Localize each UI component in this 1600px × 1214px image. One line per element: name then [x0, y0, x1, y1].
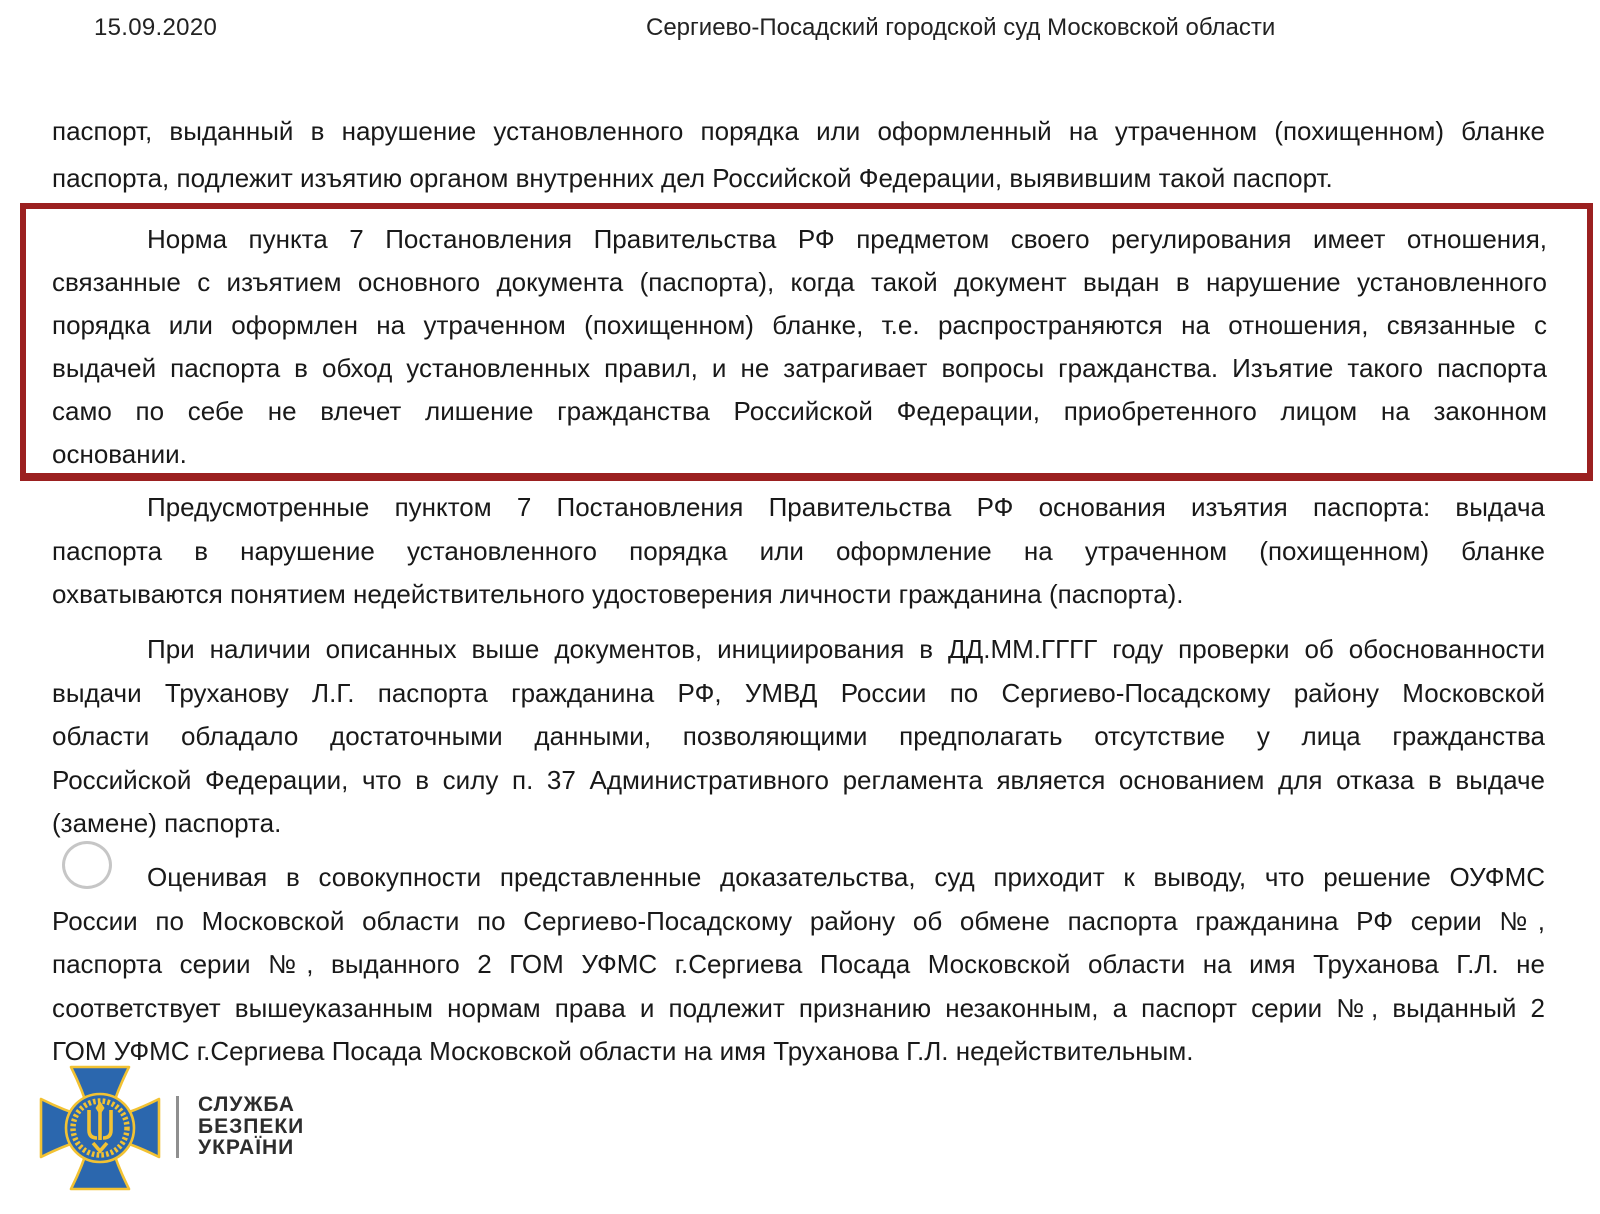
logo-text-line: БЕЗПЕКИ: [198, 1114, 305, 1138]
text-line: области обладало достаточными данными, позволяющими предполагать отсутствие у лица гражданства: [52, 721, 1545, 751]
paragraph-seizure-grounds: [52, 486, 1545, 617]
text-line: связанные с изъятием основного документа (паспорта), когда такой документ выдан в нарушение установленного: [52, 267, 1547, 297]
text-line: паспорта, подлежит изъятию органом внутренних дел Российской Федерации, выявившим такой паспорт.: [52, 163, 1333, 193]
text-line: выдачи Труханову Л.Г. паспорта гражданина РФ, УМВД России по Сергиево-Посадскому району Московской: [52, 677, 1545, 708]
text-line: само по себе не влечет лишение гражданства Российской Федерации, приобретенного лицом на законном: [52, 396, 1547, 426]
paragraph-verification: [52, 628, 1545, 846]
court-name: Сергиево-Посадский городской суд Московской области: [646, 14, 1276, 41]
text-line: Предусмотренные пунктом 7 Постановления Правительства РФ основания изъятия паспорта: выдача: [147, 492, 1545, 522]
text-line: (замене) паспорта.: [52, 808, 282, 838]
red-highlight-box: [20, 203, 1593, 481]
logo-separator: [176, 1096, 179, 1158]
document-date: 15.09.2020: [94, 14, 218, 41]
text-line: России по Московской области по Сергиево-Посадскому району об обмене паспорта гражданина РФ серии №,: [52, 905, 1545, 936]
text-line: паспорта в нарушение установленного порядка или оформление на утраченном (похищенном) бланке: [52, 535, 1545, 566]
text-line: При наличии описанных выше документов, инициирования в ДД.ММ.ГГГГ году проверки об обоснованности: [147, 634, 1545, 664]
text-line: Оценивая в совокупности представленные доказательства, суд приходит к выводу, что решение ОУФМС: [147, 862, 1545, 892]
text-line: ГОМ УФМС г.Сергиева Посада Московской области на имя Труханова Г.Л. недействительным.: [52, 1036, 1194, 1066]
text-line: выдачей паспорта в обход установленных правил, и не затрагивает вопросы гражданства. Изъятие такого паспорта: [52, 353, 1547, 383]
text-line: охватываются понятием недействительного удостоверения личности гражданина (паспорта).: [52, 579, 1184, 609]
logo-text-line: СЛУЖБА: [198, 1093, 295, 1116]
sbu-logo-text: [198, 1094, 304, 1159]
paragraph-court-conclusion: [52, 856, 1545, 1074]
text-line: паспорта серии №, выданного 2 ГОМ УФМС г.Сергиева Посада Московской области на имя Труханова Г.Л. не: [52, 949, 1545, 979]
text-line: Норма пункта 7 Постановления Правительства РФ предметом своего регулирования имеет отношения,: [147, 224, 1547, 254]
text-line: паспорт, выданный в нарушение установленного порядка или оформленный на утраченном (похищенном) бланке: [52, 116, 1545, 146]
text-line: соответствует вышеуказанным нормам права и подлежит признанию незаконным, а паспорт серии №, выданный 2: [52, 992, 1545, 1023]
text-line: Российской Федерации, что в силу п. 37 Административного регламента является основанием для отказа в выдаче: [52, 764, 1545, 795]
text-line: основании.: [52, 439, 187, 469]
text-line: порядка или оформлен на утраченном (похищенном) бланке, т.е. распространяются на отношения, связанные с: [52, 310, 1547, 340]
sbu-emblem-icon: [38, 1064, 162, 1192]
paragraph-passport-seizure: [52, 108, 1545, 202]
logo-text-line: УКРАЇНИ: [198, 1136, 295, 1159]
